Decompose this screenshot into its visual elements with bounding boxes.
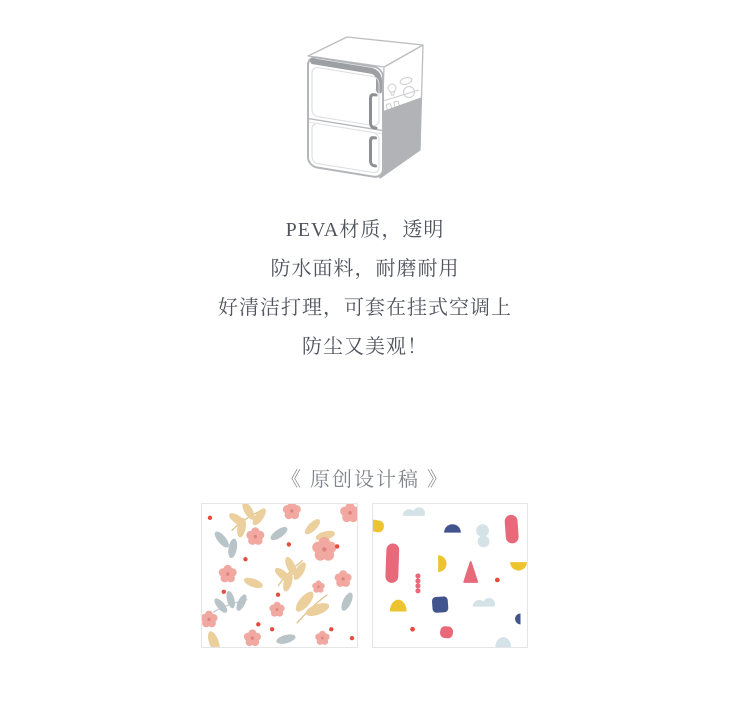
design-section-title: 《 原创设计稿 》 (281, 469, 449, 491)
swatch-abstract-pattern (372, 503, 528, 648)
abstract-shapes (373, 507, 527, 647)
fridge-side-shade (380, 98, 421, 178)
product-description (0, 211, 730, 367)
description-line: 防水面料，耐磨耐用 (270, 258, 460, 280)
swatch-floral-pattern (201, 503, 358, 648)
fridge-front-face (308, 56, 383, 178)
description-line: 好清洁打理，可套在挂式空调上 (218, 297, 512, 319)
description-line: 防尘又美观！ (302, 336, 428, 358)
description-line: PEVA材质，透明 (285, 219, 445, 241)
fridge-illustration-icon (291, 35, 427, 185)
abstract-pattern-art (373, 504, 527, 647)
floral-pattern-art (202, 504, 357, 647)
